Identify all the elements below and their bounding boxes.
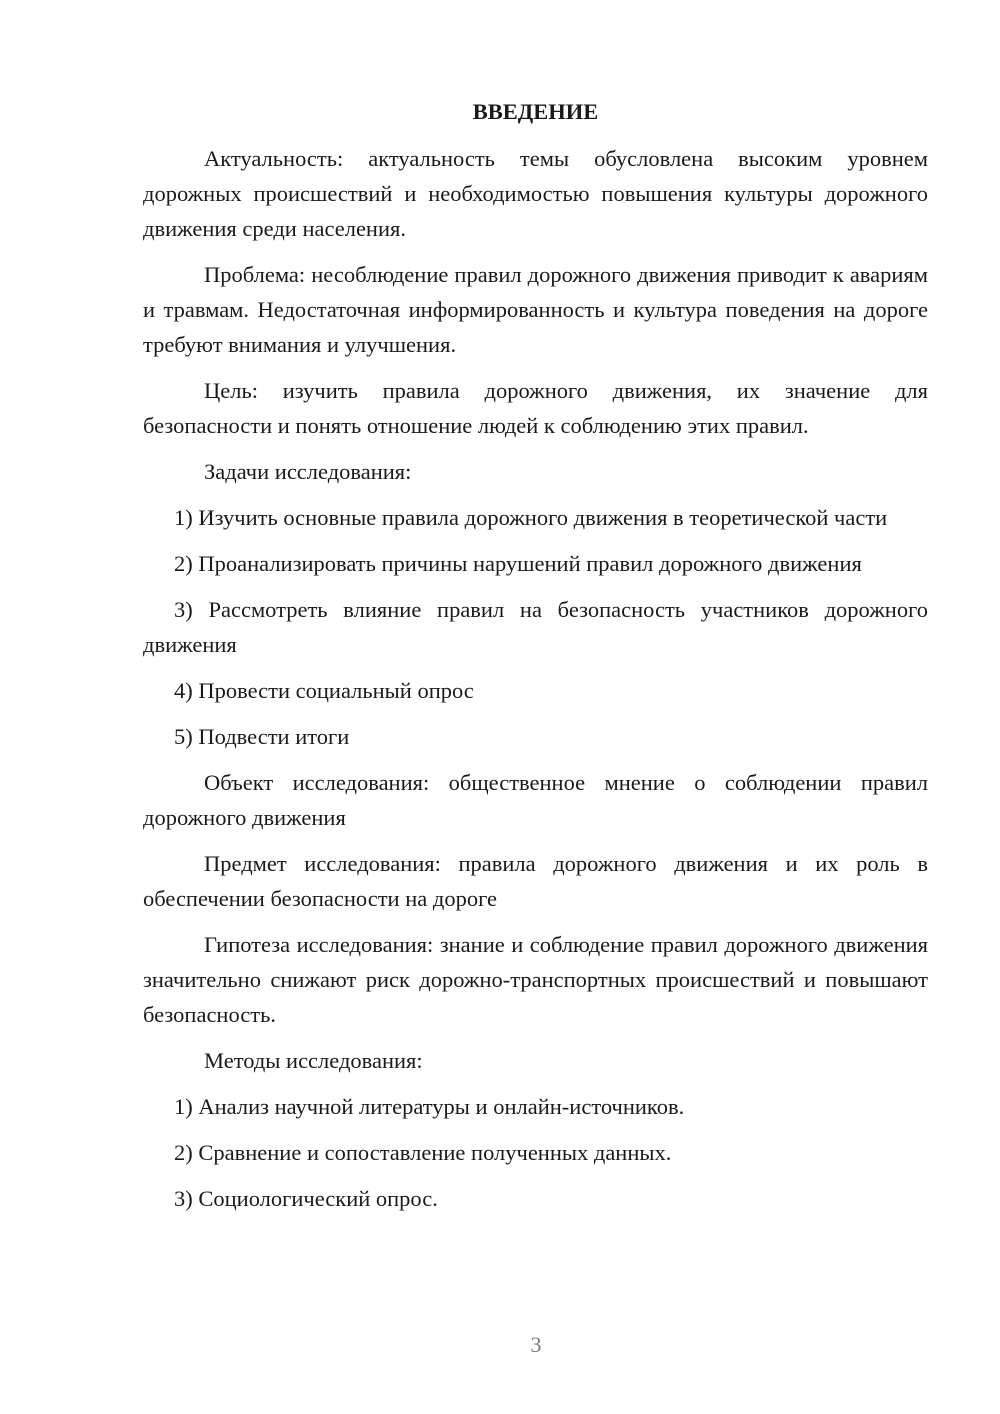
paragraph-goal: Цель: изучить правила дорожного движения, их значение для безопасности и понять отношение людей к соблюдению этих правил.	[143, 378, 928, 438]
paragraph-methods-heading: Методы исследования:	[204, 1048, 423, 1073]
paragraph-hypothesis: Гипотеза исследования: знание и соблюдение правил дорожного движения значительно снижают риск дорожно-транспортных происшествий и повышают безопасность.	[143, 932, 928, 1027]
paragraph-tasks-heading: Задачи исследования:	[204, 459, 412, 484]
list-item-method-1: 1) Анализ научной литературы и онлайн-источников.	[174, 1094, 685, 1119]
list-item-task-5: 5) Подвести итоги	[174, 724, 350, 749]
list-item-task-1: 1) Изучить основные правила дорожного движения в теоретической части	[174, 505, 888, 530]
page-number: 3	[530, 1332, 542, 1357]
paragraph-problem: Проблема: несоблюдение правил дорожного движения приводит к авариям и травмам. Недостаточная информированность и культура поведения на дороге требуют внимания и улучшения.	[143, 262, 928, 357]
list-item-task-4: 4) Провести социальный опрос	[174, 678, 474, 703]
list-item-task-2: 2) Проанализировать причины нарушений правил дорожного движения	[174, 551, 862, 576]
paragraph-subject: Предмет исследования: правила дорожного движения и их роль в обеспечении безопасности на дороге	[143, 851, 928, 911]
list-item-method-3: 3) Социологический опрос.	[174, 1186, 438, 1211]
page-content	[143, 94, 928, 1227]
paragraph-relevance: Актуальность: актуальность темы обусловлена высоким уровнем дорожных происшествий и необходимостью повышения культуры дорожного движения среди населения.	[143, 146, 928, 241]
list-item-method-2: 2) Сравнение и сопоставление полученных данных.	[174, 1140, 672, 1165]
paragraph-object: Объект исследования: общественное мнение о соблюдении правил дорожного движения	[143, 770, 928, 830]
list-item-task-3: 3) Рассмотреть влияние правил на безопасность участников дорожного движения	[143, 597, 928, 657]
section-heading: ВВЕДЕНИЕ	[472, 99, 599, 124]
